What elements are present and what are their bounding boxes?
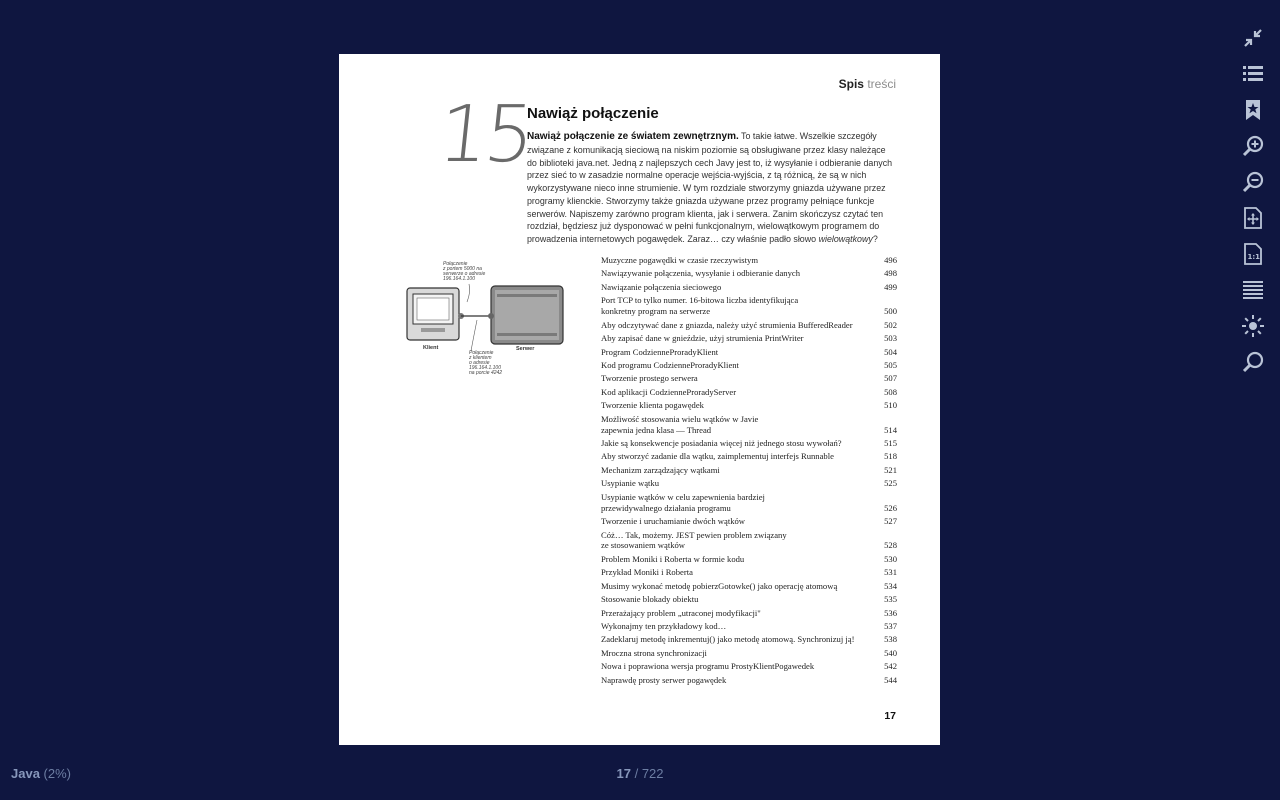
intro-end: ? [872, 234, 878, 244]
toc-entry[interactable] [601, 594, 897, 605]
header-muted: treści [867, 77, 896, 91]
toc-entry-page: 496 [884, 255, 897, 265]
client-label: Klient [423, 345, 439, 351]
table-of-contents [601, 255, 897, 688]
zoom-out-icon [1241, 170, 1265, 194]
progress-percent: (2%) [43, 766, 71, 781]
toc-entry[interactable] [601, 621, 897, 632]
toc-entry-page: 535 [884, 594, 897, 605]
toc-entry-title: Usypianie wątków w celu zapewnienia bardziej przewidywalnego działania programu [601, 491, 765, 513]
page-indicator [0, 766, 1280, 781]
toc-entry-page: 505 [884, 359, 897, 370]
toc-entry-title: Program CodzienneProradyKlient [601, 346, 719, 357]
toc-entry-page: 507 [884, 373, 897, 384]
document-page [339, 54, 940, 745]
page-separator: / [634, 766, 639, 781]
toc-entry-page: 531 [884, 567, 897, 578]
toc-entry[interactable] [601, 516, 897, 527]
note-bottom-line: na porcie 4242 [469, 370, 503, 376]
toc-entry[interactable] [601, 255, 897, 266]
note-bottom-line: z klientem [469, 355, 492, 361]
toc-entry-page: 498 [884, 268, 897, 279]
intro-body: To takie łatwe. Wszelkie szczegóły związane z komunikacją sieciową na niskim poziomie są obsługiwane przez klasy należące do biblioteki java.net. Jedną z najlepszych cech Javy jest to, iż wysyłanie i odbieranie danych przez sieć to w zasadzie normalne operacje wejścia-wyjścia, z tą różnicą, że są w nich wykorzystywane nieco inne strumienie. W tym rozdziale stworzymy gniazda używane przez programy klienckie. Stworzymy także gniazda używane przez programy pełniące funkcje serwerów. Napiszemy zarówno program klienta, jak i serwera. Zanim skończysz czytać ten rozdział, będziesz już dysponować w pełni funkcjonalnym, wielowątkowym programem do prowadzenia internetowych pogawędek. Zaraz… czy właśnie padło słowo [527, 131, 893, 244]
toc-entry[interactable] [601, 492, 897, 513]
toc-entry-page: 499 [884, 281, 897, 292]
toc-entry-title: Muzyczne pogawędki w czasie rzeczywistym [601, 255, 759, 265]
toc-entry[interactable] [601, 675, 897, 686]
toc-entry-title: Wykonajmy ten przykładowy kod… [601, 621, 727, 631]
intro-italic: wielowątkowy [818, 234, 873, 244]
note-bottom-line: 196.164.1.100 [469, 365, 501, 371]
toc-entry-page: 503 [884, 333, 897, 344]
toc-entry[interactable] [601, 282, 897, 293]
toc-entry-page: 537 [884, 621, 897, 631]
toc-entry-title: Aby stworzyć zadanie dla wątku, zaimplementuj interfejs Runnable [601, 451, 834, 462]
toc-entry-title: Mroczna strona synchronizacji [601, 647, 707, 658]
zoom-out-button[interactable] [1236, 164, 1270, 200]
toc-entry-page: 500 [884, 306, 897, 317]
server-label: Serwer [516, 346, 535, 352]
toc-entry-page: 536 [884, 607, 897, 618]
toc-entry-title: Musimy wykonać metodę pobierzGotowke() jako operację atomową [601, 580, 838, 591]
toc-entry-page: 526 [884, 502, 897, 513]
toc-entry-title: Przykład Moniki i Roberta [601, 567, 693, 578]
toc-entry[interactable] [601, 608, 897, 619]
toc-entry[interactable] [601, 554, 897, 565]
actual-size-icon [1241, 242, 1265, 266]
note-top-line: z portem 5000 na [443, 266, 482, 272]
actual-size-button[interactable] [1236, 236, 1270, 272]
toc-entry-title: Stosowanie blokady obiektu [601, 594, 699, 605]
svg-text:Połączenie z klientem [468, 350, 502, 376]
toc-entry[interactable] [601, 414, 897, 435]
toc-entry[interactable] [601, 438, 897, 449]
toc-entry[interactable] [601, 295, 897, 316]
toc-entry-page: 544 [884, 674, 897, 685]
contents-button[interactable] [1236, 56, 1270, 92]
toc-entry-page: 542 [884, 661, 897, 672]
toc-entry-title: Tworzenie prostego serwera [601, 373, 698, 384]
toc-entry[interactable] [601, 387, 897, 398]
toc-entry-title: Jakie są konsekwencje posiadania więcej niż jednego stosu wywołań? [601, 438, 842, 448]
toc-entry[interactable] [601, 465, 897, 476]
toc-entry-page: 525 [884, 478, 897, 489]
note-top-line: serwerze o adresie [443, 271, 486, 277]
zoom-in-icon [1241, 134, 1265, 158]
toc-entry-page: 518 [884, 451, 897, 462]
note-bottom-line: Połączenie [469, 350, 494, 356]
toc-entry-page: 540 [884, 647, 897, 658]
toc-entry-title: Naprawdę prosty serwer pogawędek [601, 674, 727, 685]
svg-text:Połączenie z portem 50 [442, 261, 487, 282]
toc-entry-title: Nowa i poprawiona wersja programu ProstyKlientPogawedek [601, 661, 815, 672]
toc-entry-title: Kod aplikacji CodzienneProradyServer [601, 386, 737, 397]
toc-entry[interactable] [601, 373, 897, 384]
text-layout-button[interactable] [1236, 272, 1270, 308]
toc-entry-title: Tworzenie i uruchamianie dwóch wątków [601, 516, 746, 527]
toc-entry[interactable] [601, 530, 897, 551]
note-top-line: Połączenie [443, 261, 468, 267]
toc-entry-page: 528 [884, 540, 897, 551]
toc-entry-title: Aby odczytywać dane z gniazda, należy użyć strumienia BufferedReader [601, 319, 853, 330]
list-icon [1241, 62, 1265, 86]
toc-entry-title: Cóż… Tak, możemy. JEST pewien problem związany ze stosowaniem wątków [601, 529, 787, 551]
toc-entry[interactable] [601, 567, 897, 578]
toc-entry-title: Mechanizm zarządzający wątkami [601, 464, 720, 475]
toc-entry[interactable] [601, 648, 897, 659]
collapse-button[interactable] [1236, 20, 1270, 56]
toc-entry-title: Zadeklaruj metodę inkrementuj() jako metodę atomową. Synchronizuj ją! [601, 634, 855, 645]
book-title: Java [11, 766, 40, 781]
toc-entry-title: Możliwość stosowania wielu wątków w Javie zapewnia jedna klasa — Thread [601, 413, 759, 435]
toc-entry[interactable] [601, 360, 897, 371]
fit-page-icon [1241, 206, 1265, 230]
chapter-title: Nawiąż połączenie [527, 105, 659, 122]
toc-entry[interactable] [601, 661, 897, 672]
toc-entry-title: Kod programu CodzienneProradyKlient [601, 359, 739, 370]
bookmark-button[interactable] [1236, 92, 1270, 128]
client-server-illustration [401, 258, 581, 388]
chapter-intro [527, 130, 897, 246]
toc-entry-page: 514 [884, 424, 897, 435]
chapter-number: 15 [434, 90, 535, 180]
toc-entry[interactable] [601, 333, 897, 344]
toc-entry-page: 530 [884, 553, 897, 564]
toc-entry-page: 534 [884, 580, 897, 591]
client-computer-drawing [407, 288, 464, 340]
toc-entry-page: 538 [884, 634, 897, 645]
page-number: 17 [884, 710, 896, 722]
zoom-in-button[interactable] [1236, 128, 1270, 164]
toc-entry[interactable] [601, 400, 897, 411]
note-top-line: 196.164.1.100 [443, 276, 475, 282]
running-header [839, 77, 896, 91]
brightness-button[interactable] [1236, 308, 1270, 344]
fit-page-button[interactable] [1236, 200, 1270, 236]
toc-entry-page: 502 [884, 319, 897, 330]
toc-entry-page: 504 [884, 346, 897, 357]
toc-entry-title: Przerażający problem „utraconej modyfikacji" [601, 607, 761, 618]
toc-entry[interactable] [601, 451, 897, 462]
reader-toolbar [1236, 20, 1270, 380]
toc-entry[interactable] [601, 478, 897, 489]
server-drawing [488, 286, 563, 344]
toc-entry-title: Problem Moniki i Roberta w formie kodu [601, 553, 745, 564]
toc-entry-title: Port TCP to tylko numer. 16-bitowa liczba identyfikująca konkretny program na serwerze [601, 295, 799, 317]
toc-entry-title: Nawiązywanie połączenia, wysyłanie i odbieranie danych [601, 268, 801, 279]
brightness-icon [1241, 314, 1265, 338]
text-layout-icon [1241, 278, 1265, 302]
bookmark-icon [1241, 98, 1265, 122]
toc-entry[interactable] [601, 268, 897, 279]
toc-entry-title: Nawiązanie połączenia sieciowego [601, 281, 722, 292]
toc-entry-page: 510 [884, 400, 897, 411]
toc-entry-page: 508 [884, 386, 897, 397]
total-pages: 722 [641, 766, 664, 781]
toc-entry-page: 527 [884, 516, 897, 527]
svg-text:1:1: 1:1 [1247, 253, 1261, 261]
note-bottom-line: o adresie [469, 360, 490, 366]
collapse-icon [1241, 26, 1265, 50]
toc-entry[interactable] [601, 347, 897, 358]
header-bold: Spis [838, 77, 864, 91]
toc-entry-page: 521 [884, 464, 897, 475]
toc-entry-title: Aby zapisać dane w gnieździe, użyj strumienia PrintWriter [601, 333, 804, 344]
toc-entry[interactable] [601, 320, 897, 331]
search-button[interactable] [1236, 344, 1270, 380]
search-icon [1241, 350, 1265, 374]
toc-entry[interactable] [601, 634, 897, 645]
toc-entry-title: Tworzenie klienta pogawędek [601, 400, 704, 411]
toc-entry[interactable] [601, 581, 897, 592]
toc-entry-page: 515 [884, 438, 897, 448]
current-page: 17 [616, 766, 631, 781]
intro-lead: Nawiąż połączenie ze światem zewnętrznym. [527, 131, 739, 142]
toc-entry-title: Usypianie wątku [601, 478, 659, 489]
